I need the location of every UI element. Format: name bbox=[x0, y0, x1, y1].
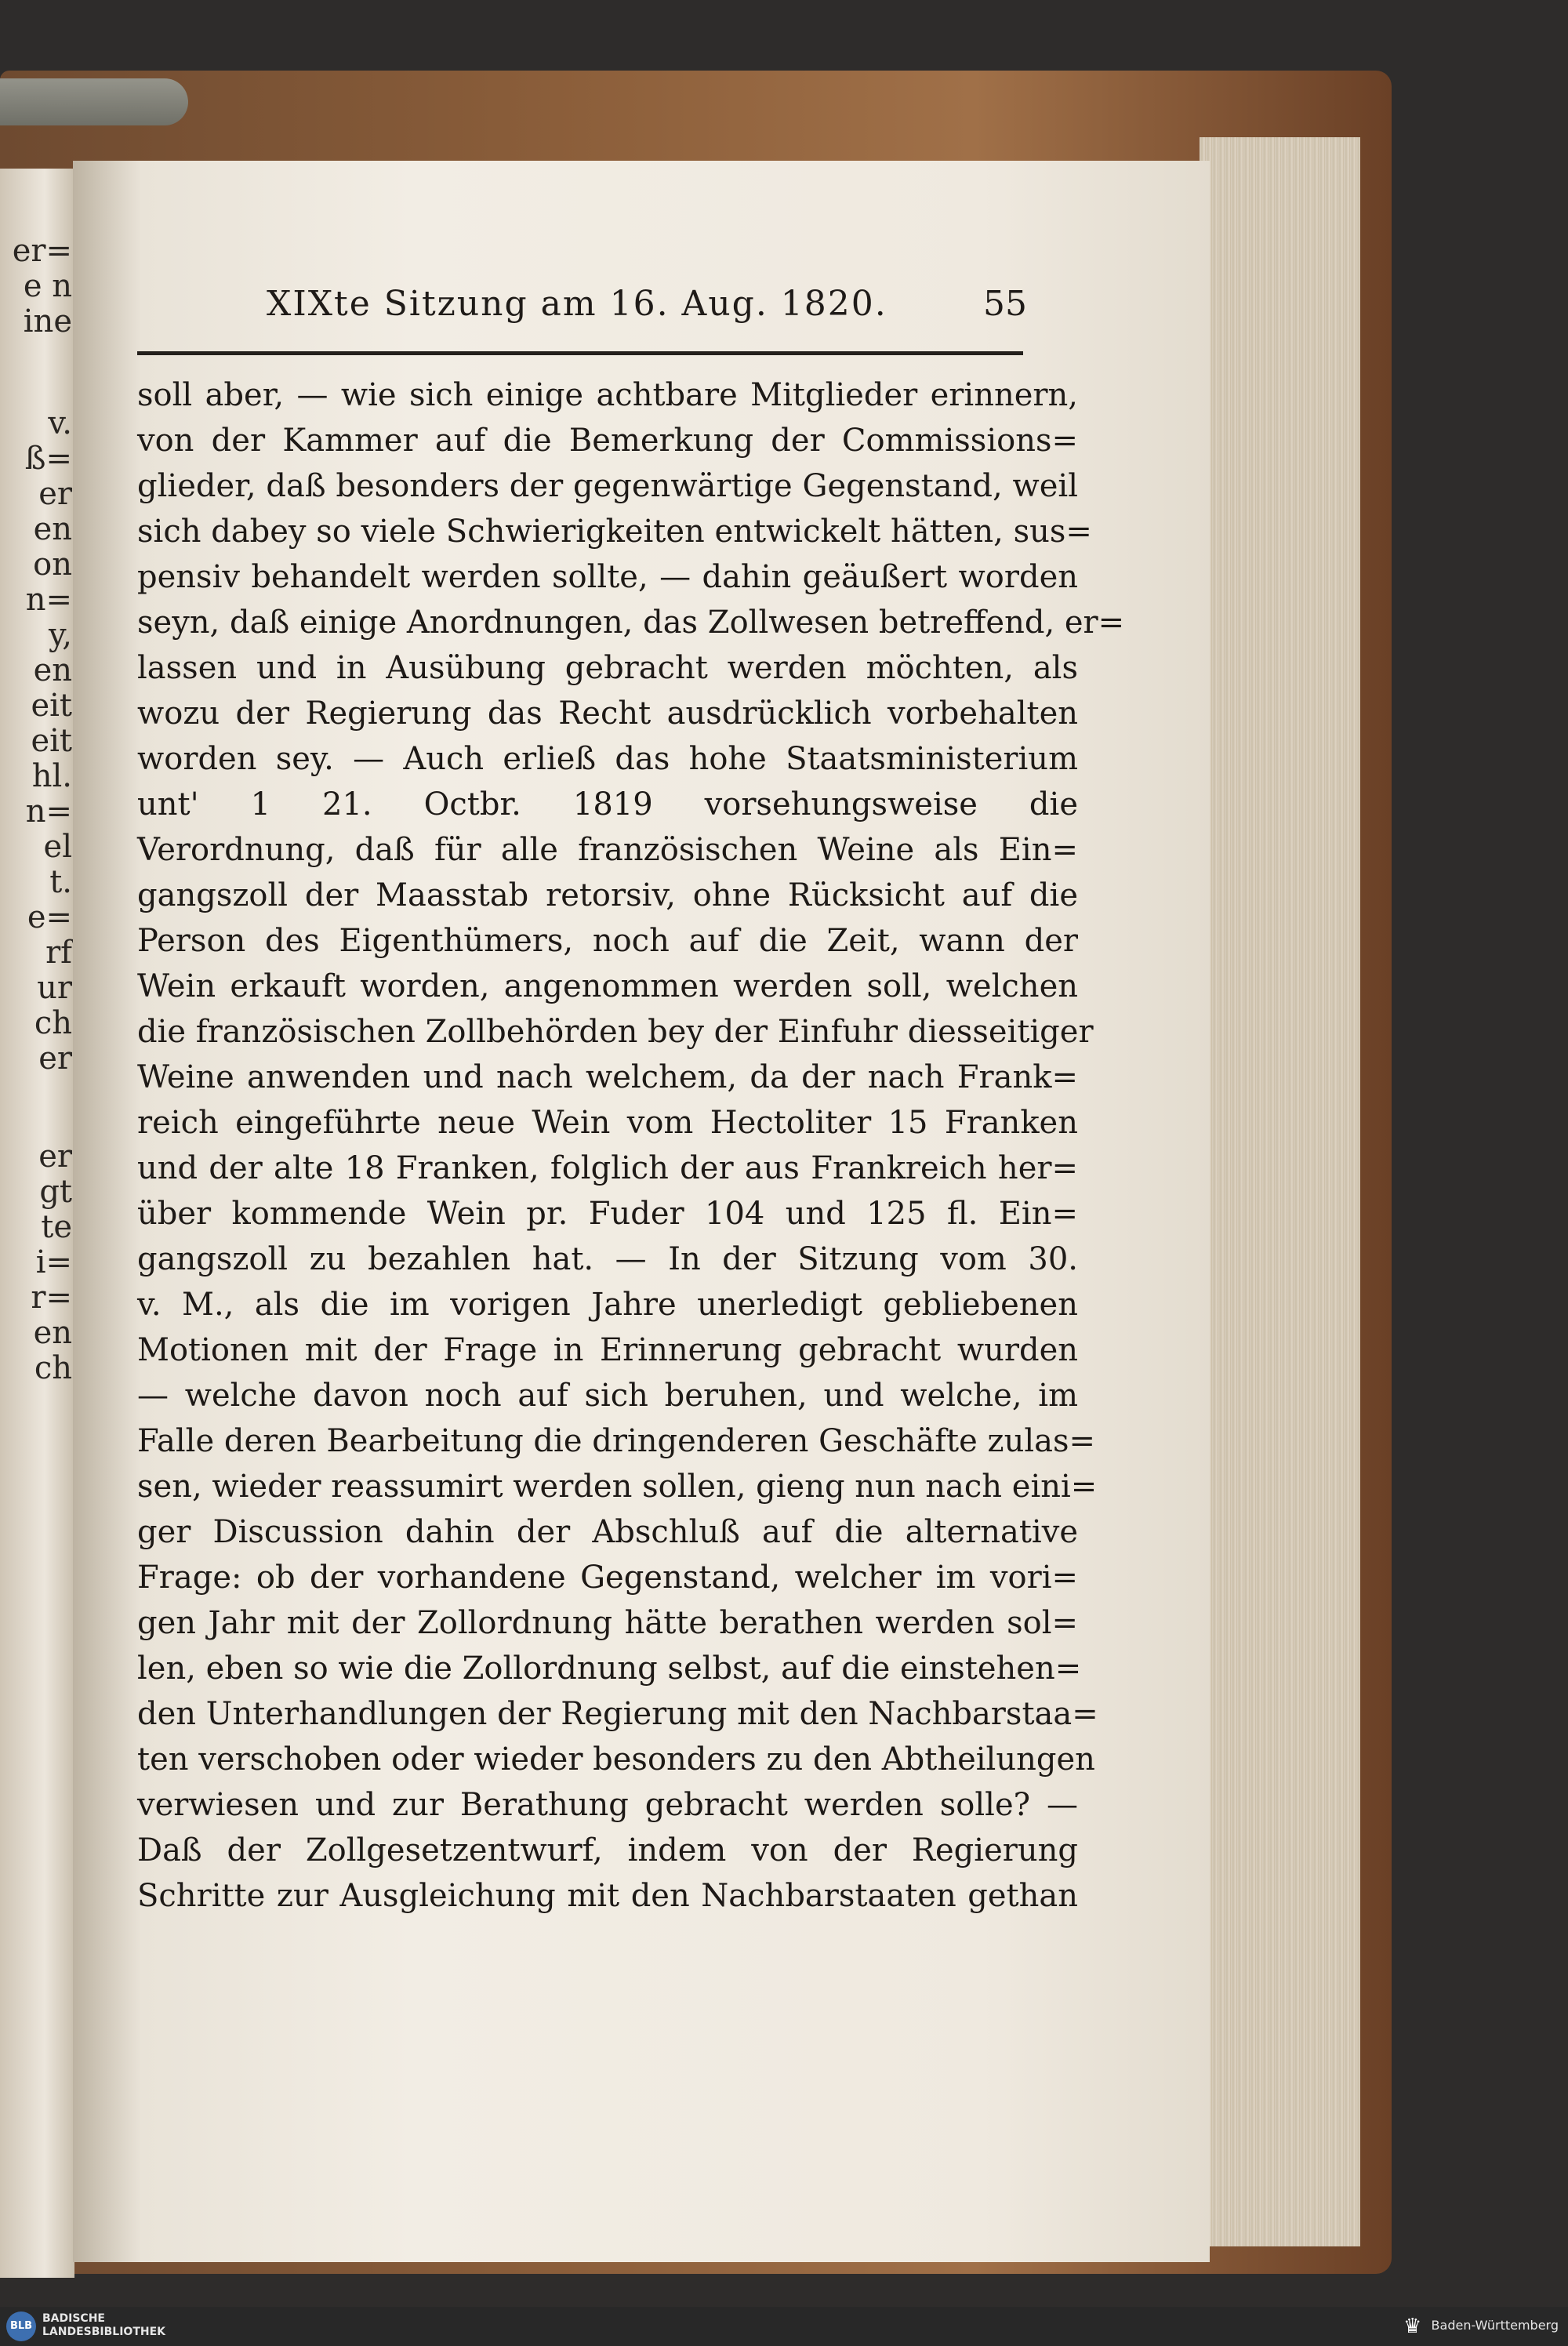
left-page-fragment: t. bbox=[49, 864, 72, 900]
library-name-line1: BADISCHE bbox=[42, 2312, 105, 2325]
left-page bbox=[0, 169, 74, 2278]
left-page-fragment: eit bbox=[31, 723, 72, 759]
left-page-fragment: er bbox=[38, 476, 72, 512]
text-line: seyn, daß einige Anordnungen, das Zollwesen betreffend, er= bbox=[137, 605, 1125, 641]
text-line: die französischen Zollbehörden bey der Einfuhr diesseitiger bbox=[137, 1014, 1094, 1050]
header-rule bbox=[137, 351, 1023, 355]
left-page-fragment: ur bbox=[37, 970, 72, 1006]
left-page-fragment: r= bbox=[31, 1280, 72, 1316]
left-page-fragment: ch bbox=[34, 1350, 72, 1386]
left-page-fragment: rf bbox=[45, 935, 72, 971]
left-page-fragment: en bbox=[33, 511, 72, 547]
text-line: Schritte zur Ausgleichung mit den Nachbarstaaten gethan bbox=[137, 1878, 1078, 1914]
left-page-fragment: n= bbox=[25, 794, 72, 830]
text-line: ger Discussion dahin der Abschluß auf die alternative bbox=[137, 1514, 1078, 1550]
left-page-fragment: gt bbox=[39, 1174, 72, 1210]
text-line: Wein erkauft worden, angenommen werden soll, welchen bbox=[137, 968, 1078, 1004]
headband bbox=[0, 78, 188, 125]
text-line: Frage: ob der vorhandene Gegenstand, welcher im vori= bbox=[137, 1560, 1078, 1596]
left-page-fragment: i= bbox=[35, 1244, 72, 1280]
page-header bbox=[267, 284, 1027, 331]
left-page-fragment: ß= bbox=[24, 441, 72, 477]
left-page-fragment: en bbox=[33, 1315, 72, 1351]
text-line: soll aber, — wie sich einige achtbare Mitglieder erinnern, bbox=[137, 377, 1078, 413]
left-page-fragment: er bbox=[38, 1040, 72, 1077]
left-page-fragment: e n bbox=[23, 268, 72, 304]
text-line: Daß der Zollgesetzentwurf, indem von der Regierung bbox=[137, 1832, 1078, 1868]
left-page-fragment: er= bbox=[12, 233, 72, 269]
left-page-fragment: ch bbox=[34, 1005, 72, 1041]
left-page-fragment: te bbox=[41, 1209, 72, 1245]
left-page-fragment: on bbox=[33, 547, 72, 583]
state-name[interactable]: Baden-Württemberg bbox=[1431, 2318, 1559, 2333]
text-line: lassen und in Ausübung gebracht werden möchten, als bbox=[137, 650, 1078, 686]
text-line: sen, wieder reassumirt werden sollen, gieng nun nach eini= bbox=[137, 1469, 1098, 1505]
text-line: gangszoll zu bezahlen hat. — In der Sitzung vom 30. bbox=[137, 1241, 1078, 1277]
blb-logo[interactable]: BLB bbox=[6, 2312, 36, 2341]
text-line: unt' 1 21. Octbr. 1819 vorsehungsweise die bbox=[137, 786, 1078, 823]
text-line: Weine anwenden und nach welchem, da der nach Frank= bbox=[137, 1059, 1078, 1095]
page-number: 55 bbox=[983, 284, 1027, 324]
text-line: Falle deren Bearbeitung die dringenderen Geschäfte zulas= bbox=[137, 1423, 1096, 1459]
text-line: gangszoll der Maasstab retorsiv, ohne Rücksicht auf die bbox=[137, 877, 1078, 913]
text-line: von der Kammer auf die Bemerkung der Commissions= bbox=[137, 423, 1078, 459]
text-line: worden sey. — Auch erließ das hohe Staatsministerium bbox=[137, 741, 1078, 777]
text-line: Motionen mit der Frage in Erinnerung gebracht wurden bbox=[137, 1332, 1078, 1368]
text-line: pensiv behandelt werden sollte, — dahin geäußert worden bbox=[137, 559, 1078, 595]
text-line: gen Jahr mit der Zollordnung hätte berathen werden sol= bbox=[137, 1605, 1078, 1641]
text-line: über kommende Wein pr. Fuder 104 und 125 fl. Ein= bbox=[137, 1196, 1078, 1232]
left-page-fragment: ine bbox=[23, 303, 72, 340]
footer-bar bbox=[0, 2307, 1568, 2346]
left-page-fragment: hl. bbox=[31, 758, 72, 794]
page-edges bbox=[1200, 137, 1360, 2246]
left-page-fragment: eit bbox=[31, 688, 72, 724]
coat-of-arms-icon: ♛ bbox=[1403, 2315, 1422, 2338]
left-page-fragment: e= bbox=[27, 899, 72, 935]
text-line: ten verschoben oder wieder besonders zu den Abtheilungen bbox=[137, 1741, 1095, 1778]
left-page-fragment: y, bbox=[49, 617, 72, 653]
text-line: verwiesen und zur Berathung gebracht werden solle? — bbox=[137, 1787, 1078, 1823]
text-line: — welche davon noch auf sich beruhen, und welche, im bbox=[137, 1378, 1078, 1414]
body-text bbox=[137, 372, 1125, 1919]
library-name[interactable] bbox=[42, 2312, 165, 2339]
running-head: XIXte Sitzung am 16. Aug. 1820. bbox=[267, 284, 887, 324]
left-page-fragment: n= bbox=[25, 582, 72, 618]
text-line: wozu der Regierung das Recht ausdrücklich vorbehalten bbox=[137, 695, 1078, 732]
text-line: sich dabey so viele Schwierigkeiten entwickelt hätten, sus= bbox=[137, 514, 1092, 550]
text-line: den Unterhandlungen der Regierung mit den Nachbarstaa= bbox=[137, 1696, 1098, 1732]
text-line: und der alte 18 Franken, folglich der aus Frankreich her= bbox=[137, 1150, 1078, 1186]
left-page-fragment: el bbox=[43, 829, 72, 865]
left-page-fragment: er bbox=[38, 1138, 72, 1175]
text-line: reich eingeführte neue Wein vom Hectoliter 15 Franken bbox=[137, 1105, 1078, 1141]
left-page-fragment: v. bbox=[48, 405, 72, 441]
library-name-line2: LANDESBIBLIOTHEK bbox=[42, 2326, 166, 2338]
text-line: glieder, daß besonders der gegenwärtige Gegenstand, weil bbox=[137, 468, 1078, 504]
text-line: Person des Eigenthümers, noch auf die Zeit, wann der bbox=[137, 923, 1078, 959]
text-line: len, eben so wie die Zollordnung selbst, auf die einstehen= bbox=[137, 1651, 1082, 1687]
left-page-fragment: en bbox=[33, 652, 72, 688]
text-line: Verordnung, daß für alle französischen Weine als Ein= bbox=[137, 832, 1078, 868]
text-line: v. M., als die im vorigen Jahre unerledigt gebliebenen bbox=[137, 1287, 1078, 1323]
